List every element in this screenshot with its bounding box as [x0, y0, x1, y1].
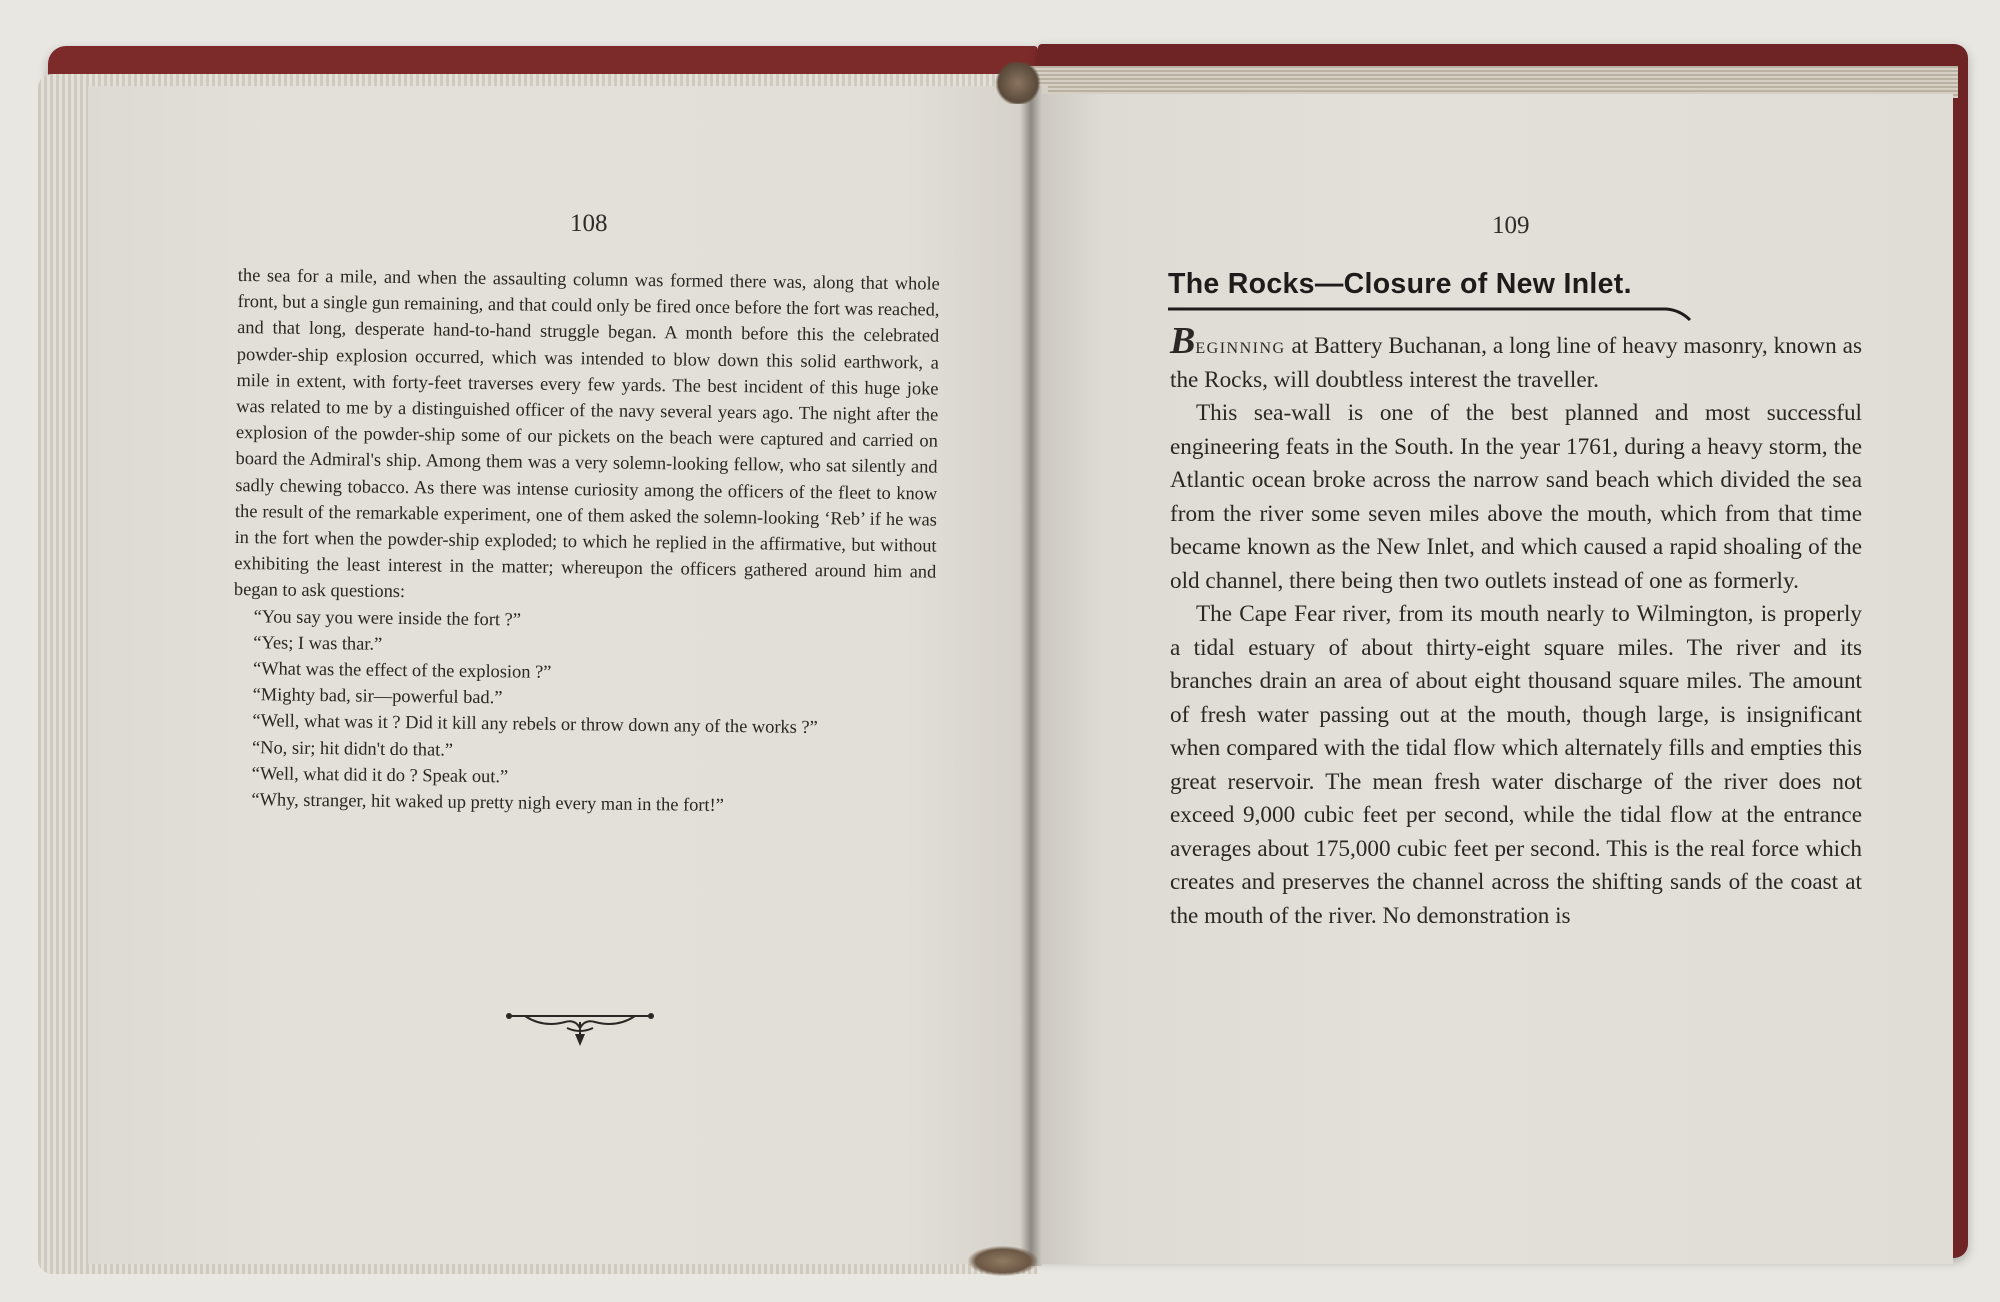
title-underline	[1168, 304, 1692, 322]
dialogue-line: “You say you were inside the fort ?”	[253, 605, 522, 630]
chapter-title: The Rocks—Closure of New Inlet.	[1168, 268, 1632, 300]
dialogue-line: “Mighty bad, sir—powerful bad.”	[252, 684, 503, 708]
dialogue-line: “Why, stranger, hit waked up pretty nigh every man in the fort!”	[251, 789, 725, 816]
right-page-text	[1170, 320, 1862, 933]
book-tailband	[968, 1246, 1038, 1276]
dialogue-line: “What was the effect of the explosion ?”	[252, 658, 552, 682]
left-paragraph: the sea for a mile, and when the assaulting column was formed there was, along that whole front, but a single gun remaining, and that could only be fired once before the fort was reached, and that long, desperate hand-to-hand struggle began. A month before this the celebrated powder-ship explosion occurred, which was intended to blow down this solid earthwork, a mile in extent, with forty-feet traverses every few yards. The best incident of this huge joke was related to me by a distinguished officer of the navy several years ago. The night after the explosion of the powder-ship some of our pickets on the beach were captured and carried on board the Admiral's ship. Among them was a very solemn-looking fellow, who sat silently and sadly chewing tobacco. As there was intense curiosity among the officers of the fleet to know the result of the remarkable experiment, one of them asked the solemn-looking ‘Reb’ if he was in the fort when the powder-ship exploded; to which he replied in the affirmative, but without exhibiting the least interest in the matter; whereupon the officers gathered around him and began to ask questions:	[233, 264, 940, 602]
fleuron-ornament-icon	[505, 1008, 655, 1052]
book-gutter	[1020, 86, 1042, 1266]
opening-paragraph	[1170, 320, 1862, 397]
book-headband	[993, 62, 1043, 104]
dialogue-line: “Yes; I was thar.”	[253, 632, 383, 654]
left-page-text	[231, 262, 940, 821]
dialogue-line: “No, sir; hit didn't do that.”	[251, 736, 454, 760]
opening-paragraph-text: at Battery Buchanan, a long line of heavy masonry, known as the Rocks, will doubtless interest the traveller.	[1170, 333, 1862, 393]
drop-cap: B	[1170, 320, 1196, 362]
body-paragraph: The Cape Fear river, from its mouth nearly to Wilmington, is properly a tidal estuary of about thirty-eight square miles. The river and its branches drain an area of about eight thousand square miles. The amount of fresh water passing out at the mouth, though large, is insignificant when compared with the tidal flow which alternately fills and empties this great reservoir. The mean fresh water discharge of the river does not exceed 9,000 cubic feet per second, while the tidal flow at the entrance averages about 175,000 cubic feet per second. This is the real force which creates and preserves the channel across the shifting sands of the coast at the mouth of the river. No demonstration is	[1170, 601, 1862, 929]
dialogue-line: “Well, what was it ? Did it kill any rebels or throw down any of the works ?”	[252, 710, 818, 738]
right-page-number: 109	[1492, 212, 1530, 239]
small-caps-word: eginning	[1195, 333, 1286, 359]
left-page-number: 108	[570, 210, 608, 237]
body-paragraph: This sea-wall is one of the best planned and most successful engineering feats in the South. In the year 1761, during a heavy storm, the Atlantic ocean broke across the narrow sand beach which divided the sea from the river some seven miles above the mouth, which from that time became known as the New Inlet, and which caused a rapid shoaling of the old channel, there being then two outlets instead of one as formerly.	[1170, 400, 1862, 594]
dialogue-line: “Well, what did it do ? Speak out.”	[251, 763, 509, 787]
